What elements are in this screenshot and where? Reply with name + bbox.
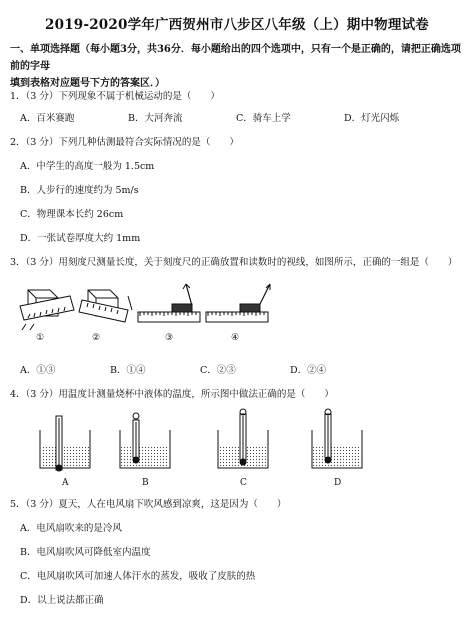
question-1-option-c[interactable]: C．骑车上学 <box>236 113 291 124</box>
thermometer-figure-c <box>218 409 268 468</box>
ruler-figure-4 <box>206 284 270 322</box>
ruler-figure-4-label: ④ <box>231 333 240 343</box>
question-1-option-a[interactable]: A．百米赛跑 <box>20 113 75 124</box>
ruler-figure-1 <box>20 290 74 330</box>
question-5-option-a[interactable]: A．电风扇吹来的是冷风 <box>20 523 122 534</box>
question-1-stem: 1．（3 分）下列现象不属于机械运动的是（ ） <box>10 91 220 102</box>
question-2-option-d[interactable]: D．一张试卷厚度大约 1mm <box>20 233 141 244</box>
question-5-option-c[interactable]: C．电风扇吹风可加速人体汗水的蒸发，吸收了皮肤的热 <box>20 571 256 582</box>
thermometer-figure-b <box>120 413 170 468</box>
thermometer-label-a: A <box>62 478 69 488</box>
question-2-option-c[interactable]: C．物理课本长约 26cm <box>20 209 124 220</box>
question-3-stem: 3．（3 分）用刻度尺测量长度，关于刻度尺的正确放置和读数时的视线，如图所示，正确的一组是（ ） <box>10 257 458 268</box>
question-2-option-a[interactable]: A．中学生的高度一般为 1.5cm <box>20 161 155 172</box>
question-2-option-b[interactable]: B．人步行的速度约为 5m/s <box>20 185 139 196</box>
question-3-option-c[interactable]: C．②③ <box>200 365 236 376</box>
thermometer-figures <box>0 404 474 476</box>
question-5-option-d[interactable]: D．以上说法都正确 <box>20 595 104 606</box>
ruler-figure-2 <box>79 290 132 322</box>
question-1-option-d[interactable]: D．灯光闪烁 <box>344 113 400 124</box>
question-3-option-a[interactable]: A．①③ <box>20 365 56 376</box>
thermometer-label-d: D <box>334 478 342 488</box>
ruler-figure-2-label: ② <box>92 333 101 343</box>
question-4-stem: 4．（3 分）用温度计测量烧杯中液体的温度，所示图中做法正确的是（ ） <box>10 389 334 400</box>
thermometer-figure-d <box>312 409 362 468</box>
section-instructions-line1: 一、单项选择题（每小题3分，共36分．每小题给出的四个选项中，只有一个是正确的，请把正确选项前的字母 <box>10 44 461 72</box>
page-title: 2019-2020学年广西贺州市八步区八年级（上）期中物理试卷 <box>45 17 429 33</box>
thermometer-label-c: C <box>240 478 247 488</box>
ruler-figure-1-label: ① <box>36 333 45 343</box>
question-5-option-b[interactable]: B．电风扇吹风可降低室内温度 <box>20 547 151 558</box>
section-instructions <box>10 41 466 92</box>
question-2-stem: 2．（3 分）下列几种估测最符合实际情况的是（ ） <box>10 137 239 148</box>
thermometer-figure-a <box>40 416 90 471</box>
ruler-figure-3 <box>138 284 200 322</box>
question-5-stem: 5．（3 分）夏天，人在电风扇下吹风感到凉爽，这是因为（ ） <box>10 499 287 510</box>
thermometer-label-b: B <box>142 478 149 488</box>
question-3-option-b[interactable]: B．①④ <box>110 365 146 376</box>
ruler-figure-3-label: ③ <box>165 333 174 343</box>
question-1-option-b[interactable]: B．大河奔流 <box>128 113 183 124</box>
section-instructions-line2: 填到表格对应题号下方的答案区．） <box>10 78 165 89</box>
question-3-option-d[interactable]: D．②④ <box>290 365 327 376</box>
